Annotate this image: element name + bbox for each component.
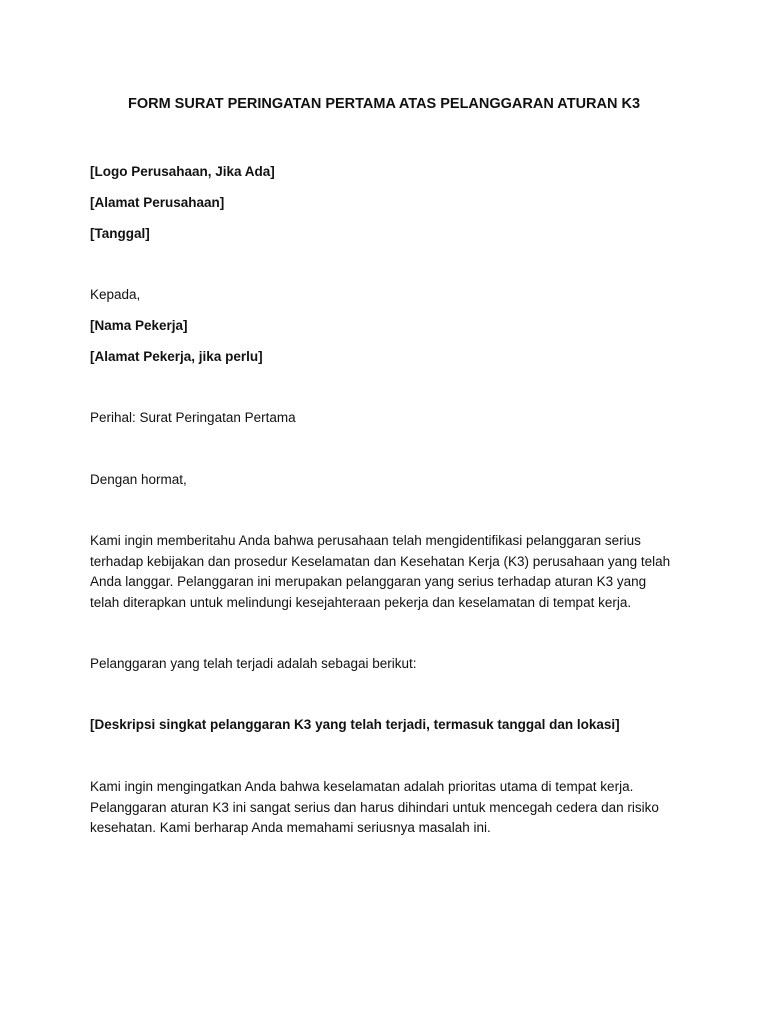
paragraph2-line: Pelanggaran aturan K3 ini sangat serius dan harus dihindari untuk mencegah cedera dan risiko	[90, 800, 659, 815]
document-title: FORM SURAT PERINGATAN PERTAMA ATAS PELANGGARAN ATURAN K3	[127, 96, 641, 112]
paragraph1-line: Kami ingin memberitahu Anda bahwa perusahaan telah mengidentifikasi pelanggaran serius	[90, 533, 641, 548]
paragraph2-line: kesehatan. Kami berharap Anda memahami seriusnya masalah ini.	[90, 820, 491, 835]
subject-line: Perihal: Surat Peringatan Pertama	[90, 410, 296, 425]
employee-name-placeholder: [Nama Pekerja]	[90, 318, 188, 333]
date-placeholder: [Tanggal]	[90, 226, 150, 241]
paragraph1-line: terhadap kebijakan dan prosedur Keselamatan dan Kesehatan Kerja (K3) perusahaan yang telah	[90, 554, 671, 569]
employee-address-placeholder: [Alamat Pekerja, jika perlu]	[90, 349, 263, 364]
paragraph2-line: Kami ingin mengingatkan Anda bahwa keselamatan adalah prioritas utama di tempat kerja.	[90, 779, 634, 794]
paragraph1-line: Anda langgar. Pelanggaran ini merupakan pelanggaran yang serius terhadap aturan K3 yang	[90, 574, 647, 589]
company-logo-placeholder: [Logo Perusahaan, Jika Ada]	[90, 164, 275, 179]
company-address-placeholder: [Alamat Perusahaan]	[90, 195, 225, 210]
greeting: Dengan hormat,	[90, 472, 187, 487]
violation-intro: Pelanggaran yang telah terjadi adalah sebagai berikut:	[90, 656, 417, 671]
paragraph1-line: telah diterapkan untuk melindungi kesejahteraan pekerja dan keselamatan di tempat kerja.	[90, 595, 632, 610]
recipient-label: Kepada,	[90, 287, 141, 302]
violation-description-placeholder: [Deskripsi singkat pelanggaran K3 yang telah terjadi, termasuk tanggal dan lokasi]	[90, 717, 620, 732]
